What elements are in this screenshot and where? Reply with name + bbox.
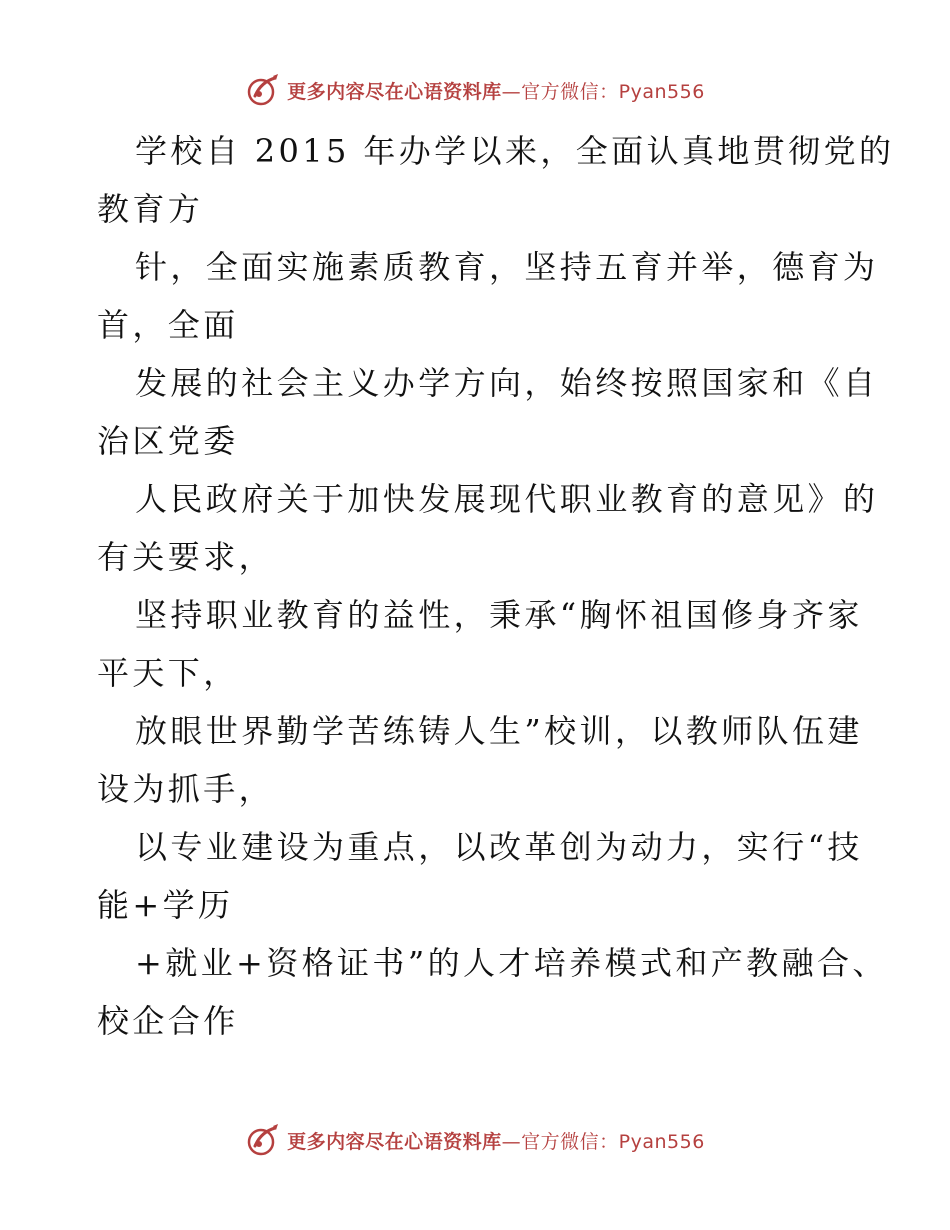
watermark-text: [287, 1127, 705, 1154]
pen-swirl-logo-icon: [245, 1122, 281, 1158]
text-line: 能+学历: [97, 886, 234, 924]
header-watermark-banner: [0, 70, 950, 110]
text-line: 坚持职业教育的益性，秉承“胸怀祖国修身齐家: [135, 596, 863, 634]
watermark-sub-text: 官方微信：Pyan556: [521, 80, 705, 103]
text-line: 放眼世界勤学苦练铸人生”校训，以教师队伍建: [135, 712, 863, 750]
text-line: 教育方: [97, 190, 204, 228]
text-line: 平天下，: [97, 654, 239, 692]
watermark-dash: —: [501, 80, 522, 103]
text-line: 有关要求，: [97, 538, 275, 576]
watermark-sub-text: 官方微信：Pyan556: [521, 1130, 705, 1153]
watermark-dash: —: [501, 1130, 522, 1153]
watermark-main-text: 更多内容尽在心语资料库: [287, 1130, 502, 1153]
text-line: +就业+资格证书”的人才培养模式和产教融合、: [135, 944, 888, 982]
text-line: 学校自 2015 年办学以来，全面认真地贯彻党的: [135, 132, 895, 170]
text-line: 治区党委: [97, 422, 239, 460]
watermark-text: [287, 77, 705, 104]
text-line: 人民政府关于加快发展现代职业教育的意见》的: [135, 480, 879, 518]
text-line: 以专业建设为重点，以改革创为动力，实行“技: [135, 828, 863, 866]
watermark-main-text: 更多内容尽在心语资料库: [287, 80, 502, 103]
footer-watermark-banner: [0, 1120, 950, 1160]
text-line: 发展的社会主义办学方向，始终按照国家和《自: [135, 364, 879, 402]
text-line: 首，全面: [97, 306, 239, 344]
text-line: 针，全面实施素质教育，坚持五育并举，德育为: [135, 248, 879, 286]
pen-swirl-logo-icon: [245, 72, 281, 108]
document-body: [97, 122, 895, 1050]
text-line: 校企合作: [97, 1002, 239, 1040]
text-line: 设为抓手，: [97, 770, 275, 808]
